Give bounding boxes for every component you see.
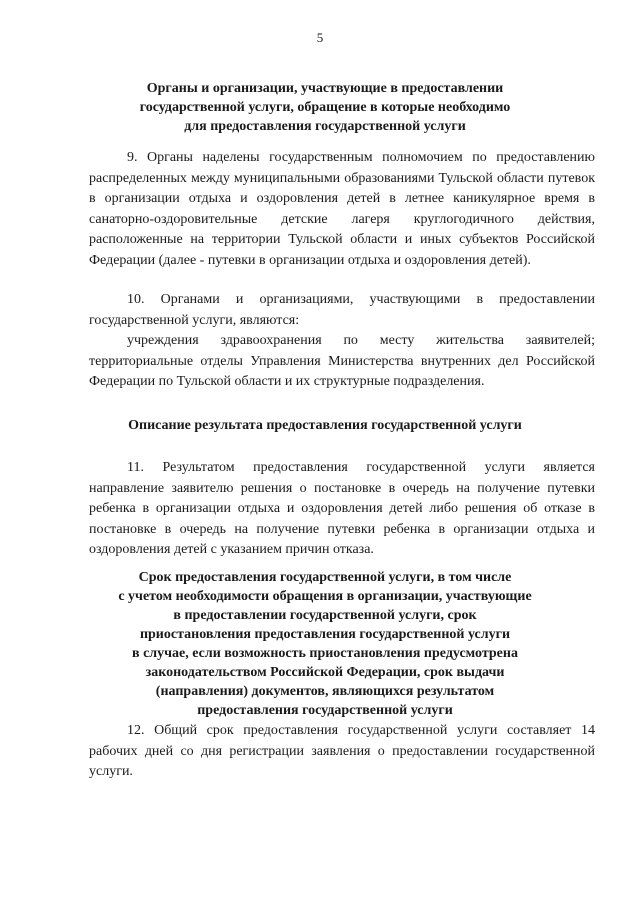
heading-line: с учетом необходимости обращения в организации, участвующие [118,589,532,604]
heading-line: законодательством Российской Федерации, срок выдачи [145,665,505,680]
section-heading-term [60,568,590,720]
paragraph-11: 11. Результатом предоставления государственной услуги является направление заявителю решения о постановке в очередь на получение путевки ребенка в организации отдыха и оздоровления детей либо решения об отказе в постановке в очередь на получение путевки ребенка в организации отдыха и оздоровления детей с указанием причин отказа. [89,460,595,557]
heading-line: в предоставлении государственной услуги, срок [173,608,477,623]
heading-line: Срок предоставления государственной услуги, в том числе [138,570,512,585]
heading-line: приостановления предоставления государственной услуги [139,627,511,642]
heading-line: государственной услуги, обращение в которые необходимо [139,100,511,115]
paragraph-10: 10. Органами и организациями, участвующими в предоставлении государственной услуги, являются: [89,292,595,328]
paragraph-9: 9. Органы наделены государственным полномочием по предоставлению распределенных между муниципальными образованиями Тульской области путевок в организации отдыха и оздоровления детей в летнее каникулярное время в санаторно-оздоровительные детские лагеря круглогодичного действия, расположенные на территории Тульской области и иных субъектов Российской Федерации (далее - путевки в организации отдыха и оздоровления детей). [89,150,595,268]
paragraph-12: 12. Общий срок предоставления государственной услуги составляет 14 рабочих дней со дня регистрации заявления о предоставлении государственной услуги. [89,723,595,779]
heading-line: в случае, если возможность приостановления предусмотрена [132,646,518,661]
page-number: 5 [316,30,324,45]
section-heading-organizations [60,79,590,136]
heading-line: Органы и организации, участвующие в предоставлении [146,81,504,96]
heading-line: Описание результата предоставления государственной услуги [128,418,522,433]
heading-line: для предоставления государственной услуги [184,119,466,134]
paragraph-10-list: учреждения здравоохранения по месту жительства заявителей; территориальные отделы Управления Министерства внутренних дел Российской Федерации по Тульской области и их структурные подразделения. [89,333,595,389]
section-heading-result [60,416,590,435]
heading-line: предоставления государственной услуги [197,703,453,718]
heading-line: (направления) документов, являющихся результатом [155,684,495,699]
